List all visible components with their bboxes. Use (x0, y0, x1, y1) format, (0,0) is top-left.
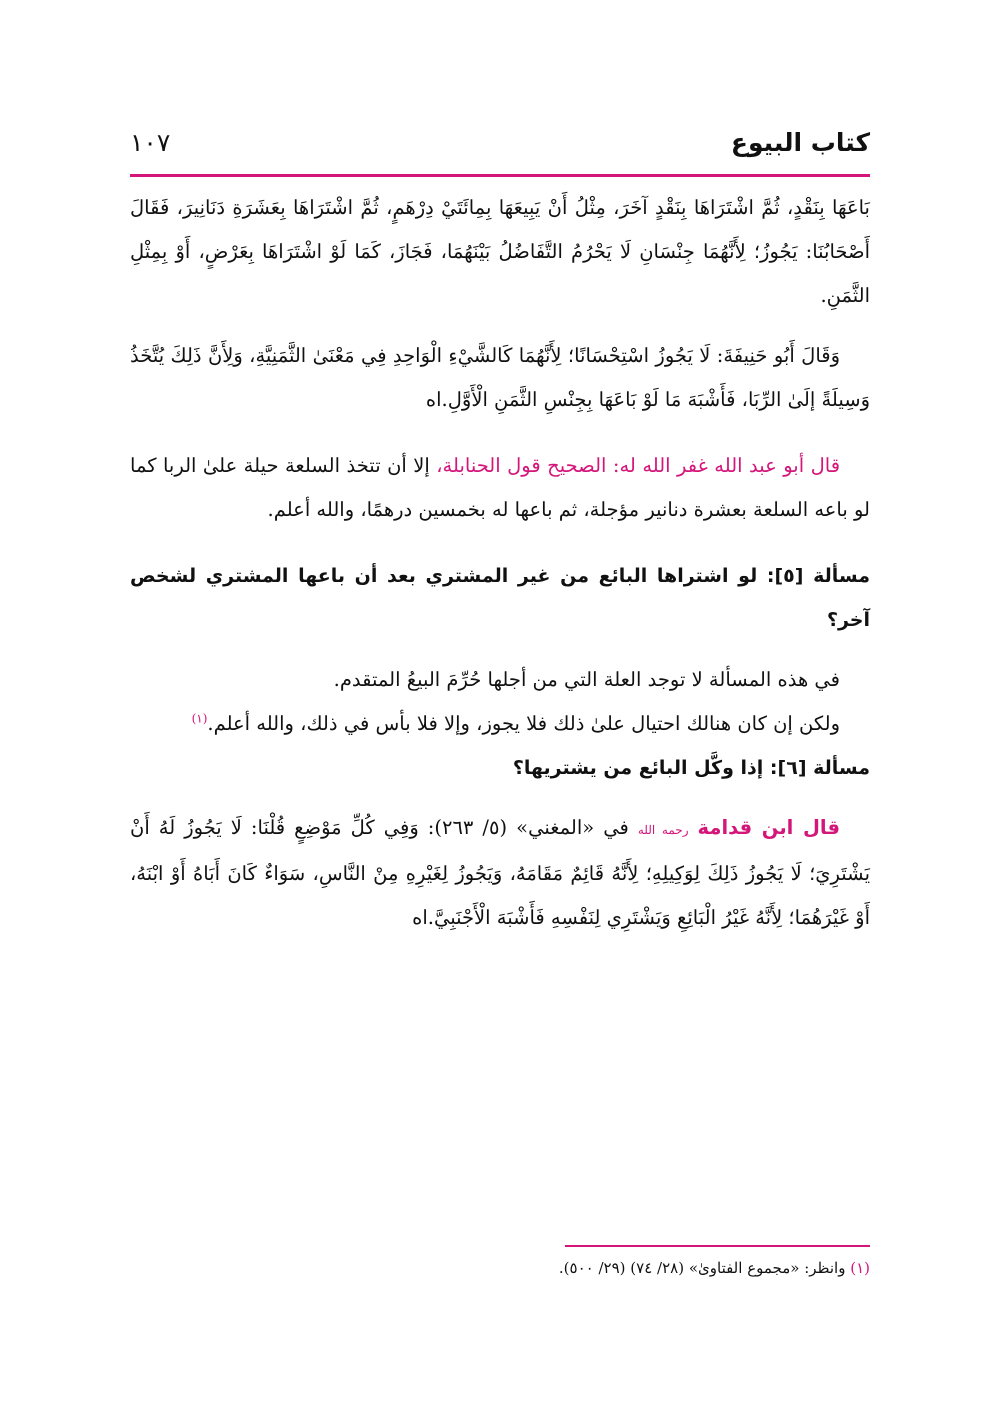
header-divider (130, 174, 870, 177)
footnote-reference[interactable]: (١) (191, 711, 208, 726)
scholar-attribution: قال ابن قدامة (697, 816, 840, 839)
quote-text: في «المغني» (٥/ ٢٦٣): وَفِي كُلِّ مَوْضِعٍ قُلْنَا: لَا يَجُوزُ لَهُ أَنْ يَشْتَرِيَ؛ لَا يَجُوزُ ذَلِكَ لِوَكِيلِهِ؛ لِأَنَّهُ قَائِمٌ مَقَامَهُ، وَيَجُوزُ لِغَيْرِهِ مِنْ النَّاسِ، سَوَاءٌ كَانَ أَبَاهُ أَوْ ابْنَهُ، أَوْ غَيْرَهُمَا؛ لِأَنَّهُ غَيْرُ الْبَائِعِ وَيَشْتَرِي لِنَفْسِهِ فَأَشْبَهَ الْأَجْنَبِيَّ.اه (130, 816, 870, 929)
footnote-text: وانظر: «مجموع الفتاوىٰ» (٢٨/ ٧٤) (٢٩/ ٥٠٠). (558, 1259, 851, 1277)
paragraph-quote-continuation: بَاعَهَا بِنَقْدٍ، ثُمَّ اشْتَرَاهَا بِنَقْدٍ آخَرَ، مِثْلُ أَنْ يَبِيعَهَا بِمِائَتَيْ دِرْهَمٍ، ثُمَّ اشْتَرَاهَا بِعَشَرَةِ دَنَانِيرَ، فَقَالَ أَصْحَابُنَا: يَجُوزُ؛ لِأَنَّهُمَا جِنْسَانِ لَا يَحْرُمُ التَّفَاضُلُ بَيْنَهُمَا، فَجَازَ، كَمَا لَوْ اشْتَرَاهَا بِعَرْضٍ، أَوْ بِمِثْلِ الثَّمَنِ. (130, 196, 870, 307)
author-verdict: الصحيح قول الحنابلة، (436, 454, 607, 477)
paragraph-ibn-qudama (130, 806, 870, 940)
book-title: كتاب البيوع (730, 128, 870, 157)
paragraph-no-cause: في هذه المسألة لا توجد العلة التي من أجلها حُرِّمَ البيعُ المتقدم. (333, 668, 840, 691)
issue-label: مسألة [٦]: (769, 757, 870, 779)
paragraph-trickery (130, 702, 870, 746)
author-attribution: قال أبو عبد الله غفر الله له: (612, 454, 841, 477)
issue-heading-6 (130, 746, 870, 790)
page-header (130, 128, 870, 172)
issue-title: إذا وكَّل البائع من يشتريها؟ (512, 757, 770, 779)
footnote-number: (١) (850, 1259, 870, 1277)
paragraph-abu-hanifa: وَقَالَ أَبُو حَنِيفَةَ: لَا يَجُوزُ اسْتِحْسَانًا؛ لِأَنَّهُمَا كَالشَّيْءِ الْوَاحِدِ فِي مَعْنَىٰ الثَّمَنِيَّةِ، وَلِأَنَّ ذَلِكَ يُتَّخَذُ وَسِيلَةً إلَىٰ الرِّبَا، فَأَشْبَهَ مَا لَوْ بَاعَهَا بِجِنْسِ الثَّمَنِ الْأَوَّلِ.اه (130, 344, 870, 411)
issue-title: لو اشتراها البائع من غير المشتري بعد أن باعها المشتري لشخص آخر؟ (130, 565, 870, 631)
honorific-glyph: رحمه الله (637, 823, 689, 837)
footnote-divider (565, 1245, 870, 1247)
issue-label: مسألة [٥]: (766, 565, 870, 587)
trickery-text: ولكن إن كان هنالك احتيال علىٰ ذلك فلا يجوز، وإلا فلا بأس في ذلك، والله أعلم. (207, 712, 840, 735)
author-opinion-text: إلا أن تتخذ السلعة حيلة علىٰ الربا كما لو باعه السلعة بعشرة دنانير مؤجلة، ثم باعها له بخمسين درهمًا، والله أعلم. (130, 454, 870, 521)
footnote (559, 1256, 870, 1280)
page-number: ١٠٧ (130, 128, 171, 157)
paragraph-author-opinion (130, 444, 870, 532)
page (130, 128, 870, 1277)
page-body (130, 186, 870, 940)
issue-heading-5 (130, 554, 870, 642)
